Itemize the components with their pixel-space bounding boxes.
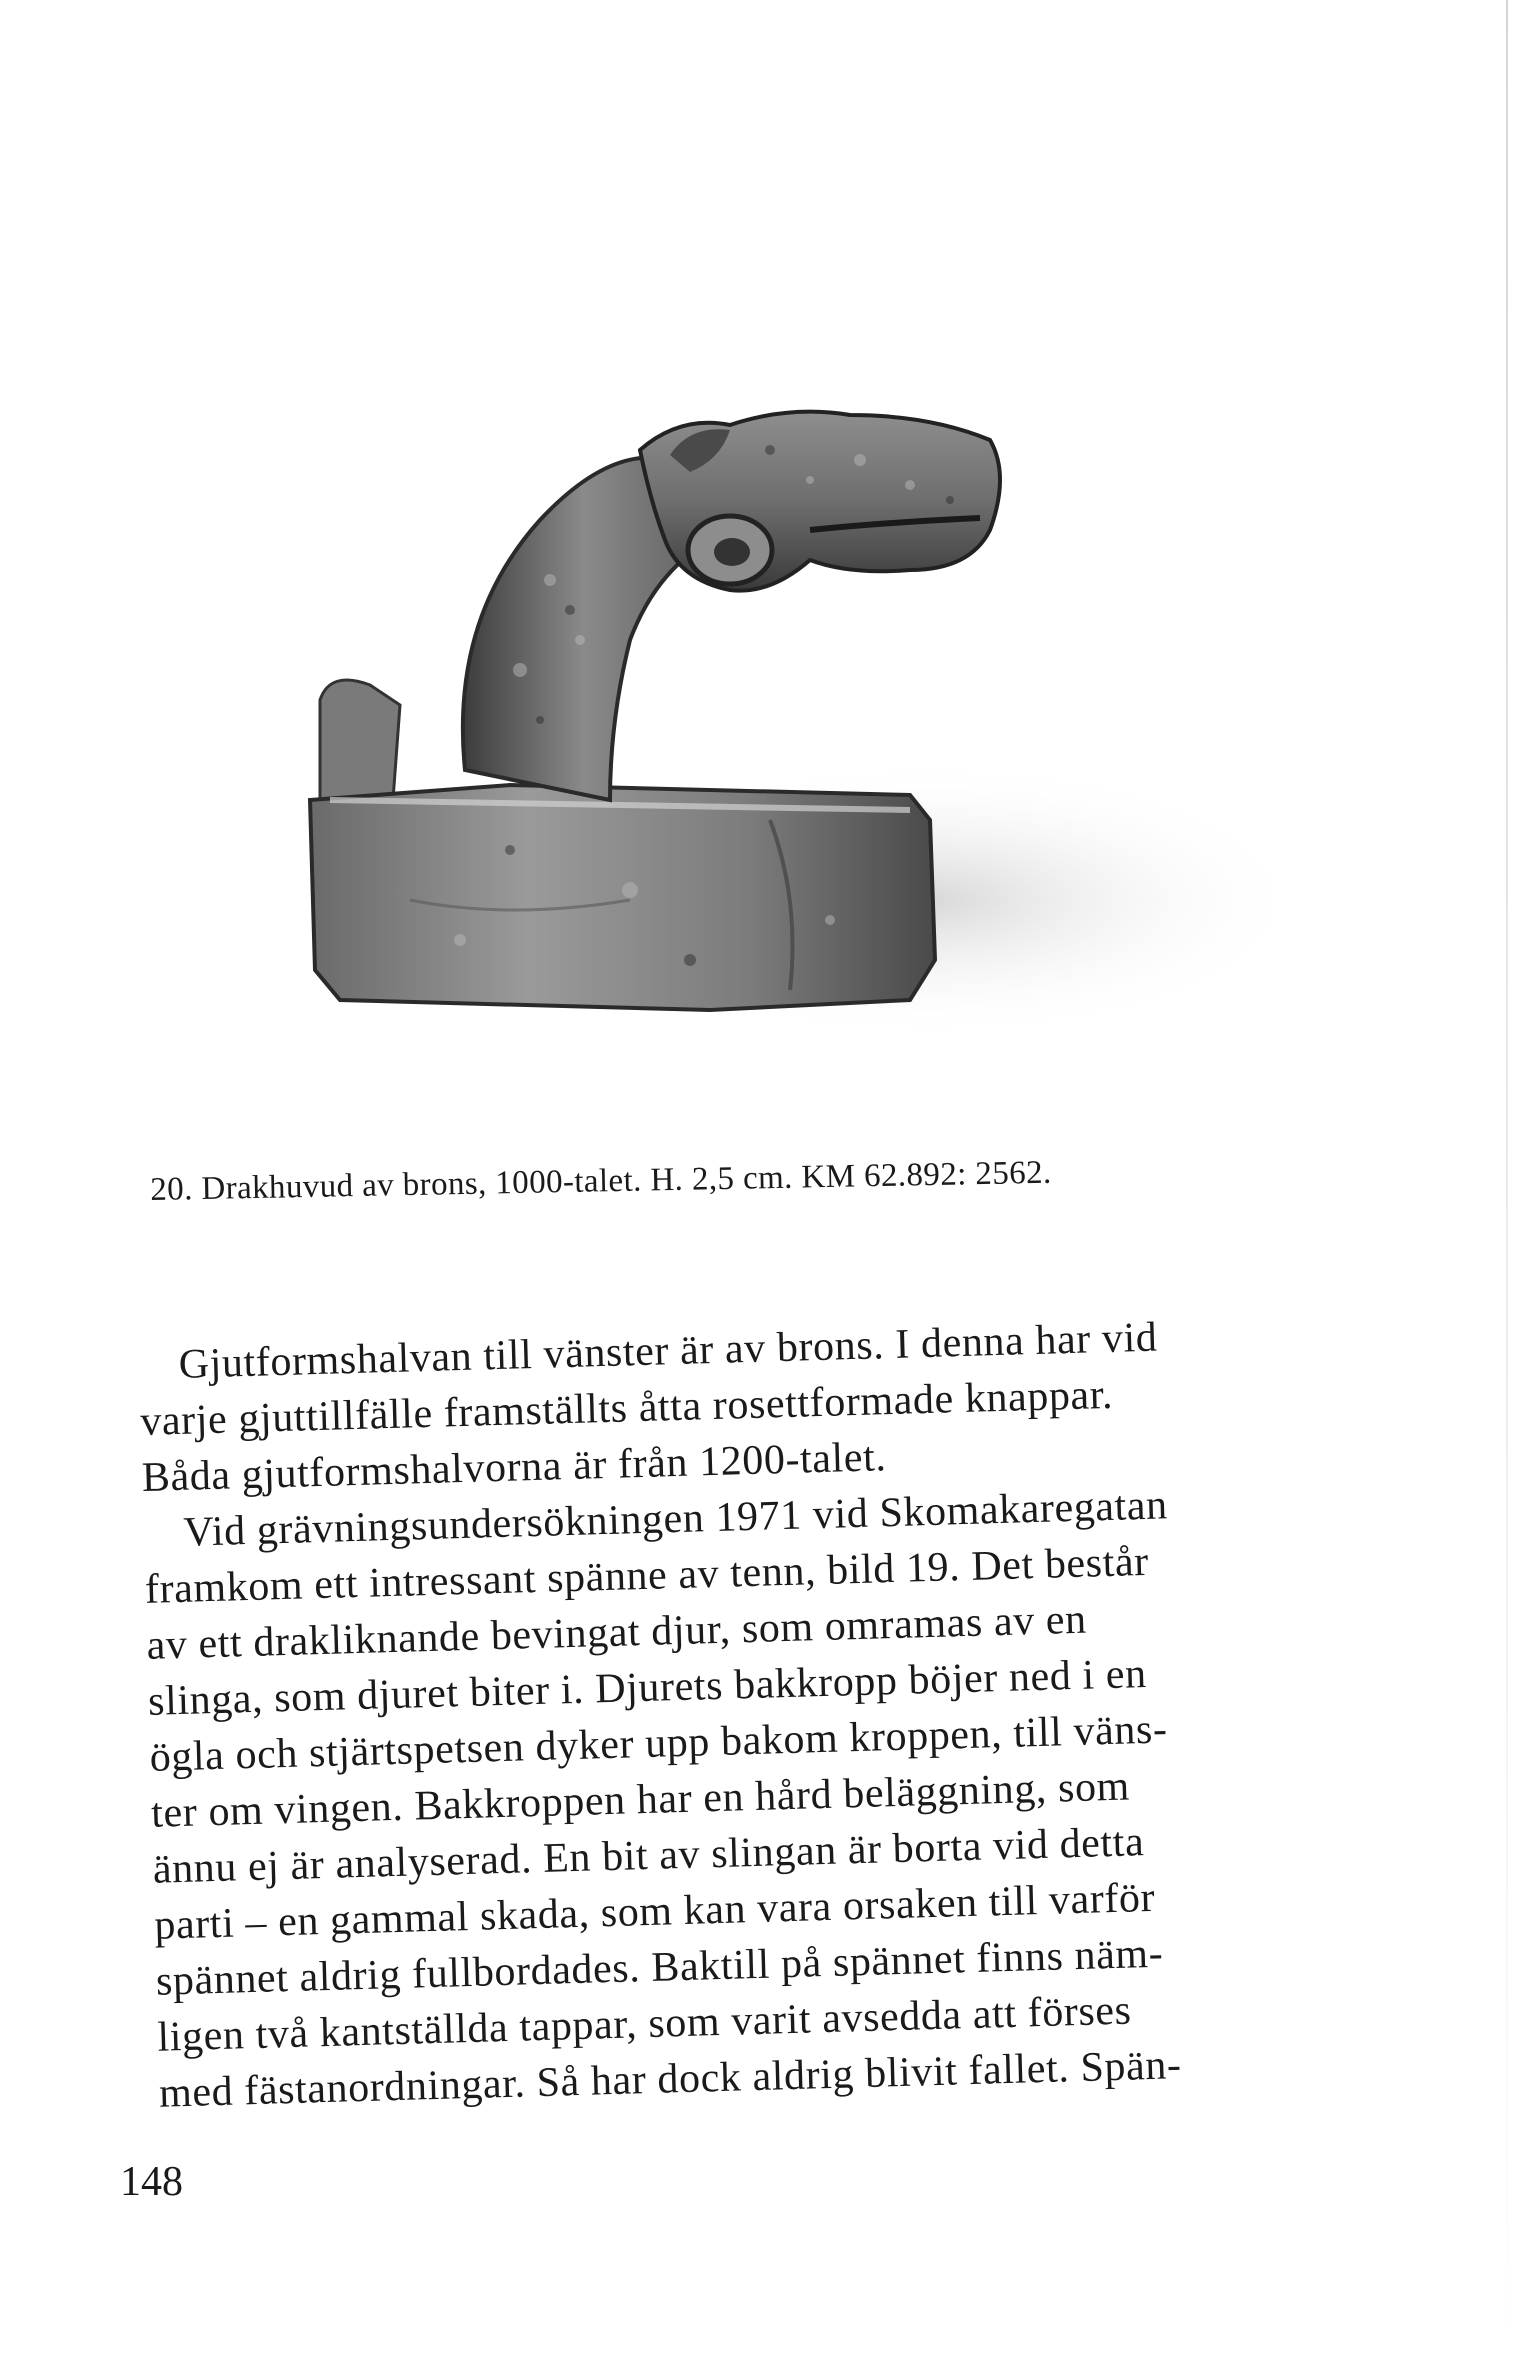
text-line: Båda gjutformshalvorna är från 1200-talet.: [141, 1434, 888, 1501]
text-line: varje gjuttillfälle framställts åtta rosettformade knappar.: [139, 1371, 1114, 1445]
text-line: med fästanordningar. Så har dock aldrig blivit fallet. Spän-: [158, 2042, 1183, 2117]
body-text: [138, 1306, 1309, 2122]
text-line: parti – en gammal skada, som kan vara orsaken till varför: [153, 1874, 1156, 1949]
text-line: ännu ej är analyserad. En bit av slingan är borta vid detta: [152, 1819, 1145, 1893]
text-line: ter om vingen. Bakkroppen har en hård beläggning, som: [150, 1763, 1131, 1837]
text-line: spännet aldrig fullbordades. Baktill på spännet finns näm-: [155, 1930, 1164, 2005]
page-edge-shadow: [1506, 0, 1508, 2357]
text-line: Gjutformshalvan till vänster är av brons. I denna har vid: [178, 1314, 1158, 1388]
text-line: ligen två kantställda tappar, som varit avsedda att förses: [156, 1987, 1133, 2061]
text-line: ögla och stjärtspetsen dyker upp bakom kroppen, till väns-: [149, 1706, 1169, 1781]
text-line: av ett drakliknande bevingat djur, som omramas av en: [145, 1596, 1088, 1669]
text-line: Vid grävningsundersökningen 1971 vid Skomakaregatan: [182, 1482, 1169, 1556]
figure-caption: 20. Drakhuvud av brons, 1000-talet. H. 2,5 cm. KM 62.892: 2562.: [150, 1154, 1052, 1208]
page-number: 148: [120, 2159, 183, 2205]
text-line: framkom ett intressant spänne av tenn, bild 19. Det består: [144, 1538, 1150, 1613]
text-line: slinga, som djuret biter i. Djurets bakkropp böjer ned i en: [147, 1650, 1148, 1725]
dragon-head-photo: [210, 200, 1310, 1190]
